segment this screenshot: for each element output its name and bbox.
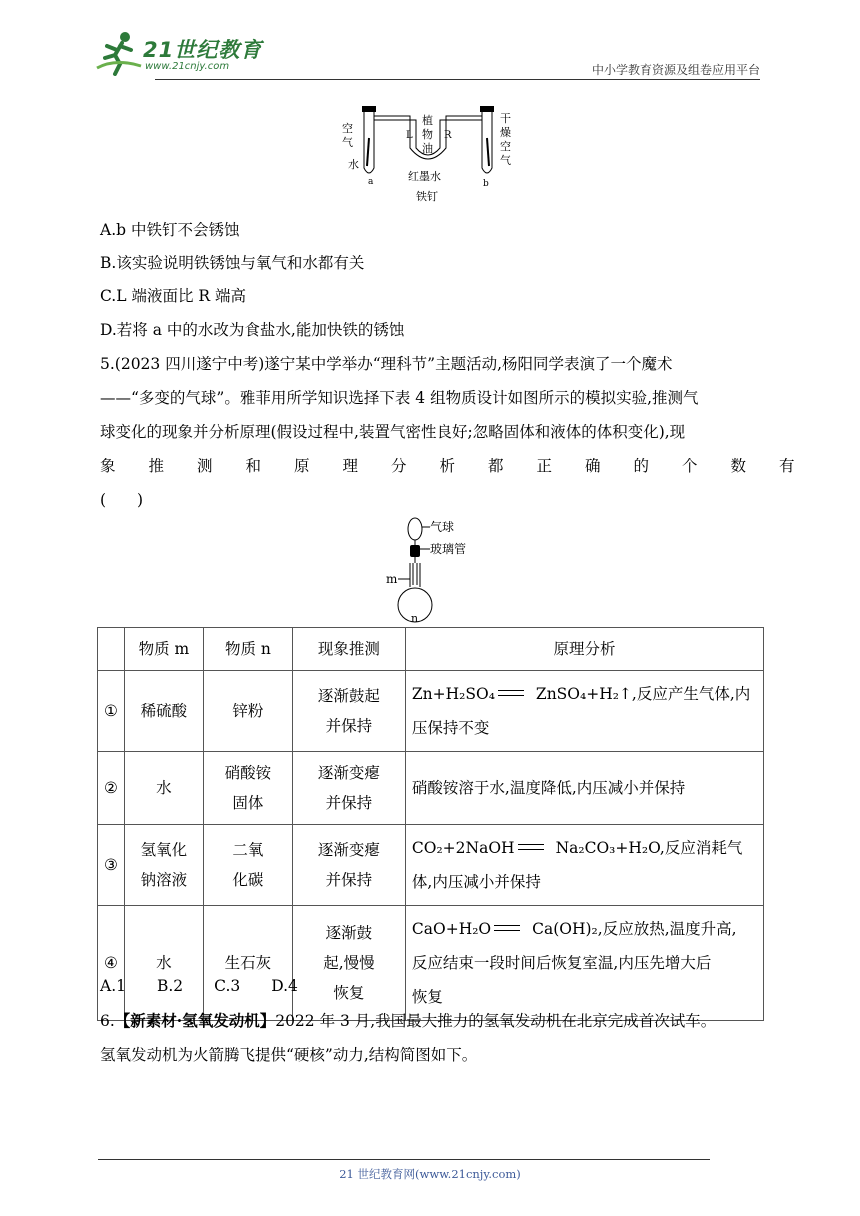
substance-m: 稀硫酸: [124, 671, 203, 752]
table-row: [98, 906, 764, 1021]
fig2-m-label: m: [386, 572, 398, 586]
phenomenon-line: 逐渐鼓起: [317, 687, 380, 705]
fig1-label-nail: 铁钉: [416, 190, 438, 203]
table-row: [98, 671, 764, 752]
phenomenon: [292, 752, 405, 825]
page-header: [95, 28, 760, 80]
q5-options: A.1 B.2 C.3 D.4: [100, 977, 298, 995]
phenomenon-line: 起,慢慢: [323, 954, 375, 972]
corrosion-apparatus-figure: [340, 98, 530, 208]
phenomenon: [292, 906, 405, 1021]
q6-line-2: 氢氧发动机为火箭腾飞提供“硬核”动力,结构简图如下。: [100, 1046, 478, 1064]
table-row: [98, 825, 764, 906]
fig2-tube-label: 玻璃管: [430, 542, 467, 556]
phenomenon: [292, 671, 405, 752]
substance-n: [203, 825, 292, 906]
row-number: ①: [98, 671, 125, 752]
phenomenon-line: 恢复: [333, 984, 365, 1002]
page-footer: 21 世纪教育网(www.21cnjy.com): [339, 1167, 521, 1181]
principle: 硝酸铵溶于水,温度降低,内压减小并保持: [405, 752, 763, 825]
q4-option-a: A.b 中铁钉不会锈蚀: [100, 221, 240, 239]
q5-line-2: ——“多变的气球”。雅菲用所学知识选择下表 4 组物质设计如图所示的模拟实验,推测气: [100, 389, 699, 407]
fig2-balloon-label: 气球: [430, 520, 455, 534]
logo-text: 21世纪教育: [143, 38, 263, 62]
fig1-label-b: b: [483, 179, 489, 189]
q6-line-1: [100, 1011, 716, 1031]
table-header-row: [98, 628, 764, 671]
q6-line-1-text: 2022 年 3 月,我国最大推力的氢氧发动机在北京完成首次试车。: [275, 1012, 717, 1030]
substance-n: 锌粉: [203, 671, 292, 752]
equals-sign-icon: [518, 844, 544, 850]
substance-m: 水: [124, 906, 203, 1021]
fig1-label-wu: 物: [422, 128, 433, 141]
fig1-label-a: a: [368, 177, 374, 187]
substance-n: [203, 752, 292, 825]
fig1-label-zhi: 植: [422, 114, 433, 127]
substance-n-line: 硝酸铵: [224, 764, 272, 782]
q5-answer-blank: ( ): [100, 491, 144, 509]
fig1-label-red-ink: 红墨水: [408, 170, 441, 183]
q4-option-c: C.L 端液面比 R 端高: [100, 287, 246, 305]
principle: [405, 906, 763, 1021]
equation-products: ZnSO₄+H₂↑,反应产生气体,内: [535, 685, 751, 703]
phenomenon: [292, 825, 405, 906]
q6-number: 6.: [100, 1012, 115, 1030]
footer-divider: [98, 1159, 710, 1160]
table-header-cell: [98, 628, 125, 671]
substance-m: [124, 825, 203, 906]
q4-option-b: B.该实验说明铁锈蚀与氧气和水都有关: [100, 254, 365, 272]
q5-line-4-text: 象推测和原理分析都正确的个数有: [100, 457, 828, 475]
table-header-cell: 物质 m: [124, 628, 203, 671]
substance-n-line: 二氧: [232, 841, 264, 859]
phenomenon-line: 逐渐变瘪: [317, 841, 380, 859]
table-header-cell: 现象推测: [292, 628, 405, 671]
q4-option-d: D.若将 a 中的水改为食盐水,能加快铁的锈蚀: [100, 321, 405, 339]
fig1-label-zao: 燥: [500, 126, 511, 139]
substance-m: 水: [124, 752, 203, 825]
fig1-label-qi2: 气: [500, 154, 511, 167]
balloon-flask-figure: [380, 515, 480, 625]
fig1-label-R: R: [444, 130, 452, 141]
fig1-label-kong2: 空: [500, 140, 511, 153]
phenomenon-line: 并保持: [325, 871, 373, 889]
principle-continued: 体,内压减小并保持: [411, 873, 541, 891]
equation-reactants: CaO+H₂O: [411, 920, 492, 938]
substance-m-line: 钠溶液: [140, 871, 188, 889]
fig1-label-qi: 气: [342, 136, 353, 149]
equals-sign-icon: [494, 925, 520, 931]
row-number: ②: [98, 752, 125, 825]
equation-products: Ca(OH)₂,反应放热,温度升高,: [532, 920, 737, 938]
substance-n-line: 化碳: [232, 871, 264, 889]
principle: [405, 671, 763, 752]
runner-logo-icon: [95, 28, 143, 76]
principle-continued: 恢复: [411, 988, 443, 1006]
fig1-label-gan: 干: [500, 112, 511, 125]
fig1-label-kong: 空: [342, 122, 353, 135]
principle: [405, 825, 763, 906]
q6-tag: 【新素材·氢氧发动机】: [114, 1011, 276, 1030]
substance-m-line: 氢氧化: [140, 841, 188, 859]
fig1-label-L: L: [406, 130, 413, 141]
header-divider: [155, 79, 760, 80]
q5-line-1: 5.(2023 四川遂宁中考)遂宁某中学举办“理科节”主题活动,杨阳同学表演了一个魔术: [100, 355, 673, 373]
phenomenon-line: 逐渐鼓: [325, 924, 373, 942]
table-header-cell: 物质 n: [203, 628, 292, 671]
logo-url: www.21cnjy.com: [145, 61, 230, 72]
q5-line-3: 球变化的现象并分析原理(假设过程中,装置气密性良好;忽略固体和液体的体积变化),现: [100, 423, 686, 441]
table-row: [98, 752, 764, 825]
phenomenon-line: 并保持: [325, 794, 373, 812]
fig1-label-shui: 水: [348, 158, 359, 171]
equals-sign-icon: [498, 690, 524, 696]
site-logo: [95, 28, 265, 78]
substance-n: 生石灰: [203, 906, 292, 1021]
equation-reactants: CO₂+2NaOH: [411, 839, 515, 857]
q5-line-4: [100, 456, 828, 476]
experiment-table: [97, 627, 764, 1021]
fig1-label-you: 油: [422, 142, 433, 155]
row-number: ④: [98, 906, 125, 1021]
row-number: ③: [98, 825, 125, 906]
phenomenon-line: 并保持: [325, 717, 373, 735]
equation-products: Na₂CO₃+H₂O,反应消耗气: [555, 839, 743, 857]
fig2-n-label: n: [411, 612, 419, 625]
platform-title: 中小学教育资源及组卷应用平台: [591, 63, 760, 77]
principle-continued: 反应结束一段时间后恢复室温,内压先增大后: [411, 954, 712, 972]
phenomenon-line: 逐渐变瘪: [317, 764, 380, 782]
equation-reactants: Zn+H₂SO₄: [411, 685, 495, 703]
substance-n-line: 固体: [232, 794, 264, 812]
principle-continued: 压保持不变: [411, 719, 490, 737]
table-header-cell: 原理分析: [405, 628, 763, 671]
